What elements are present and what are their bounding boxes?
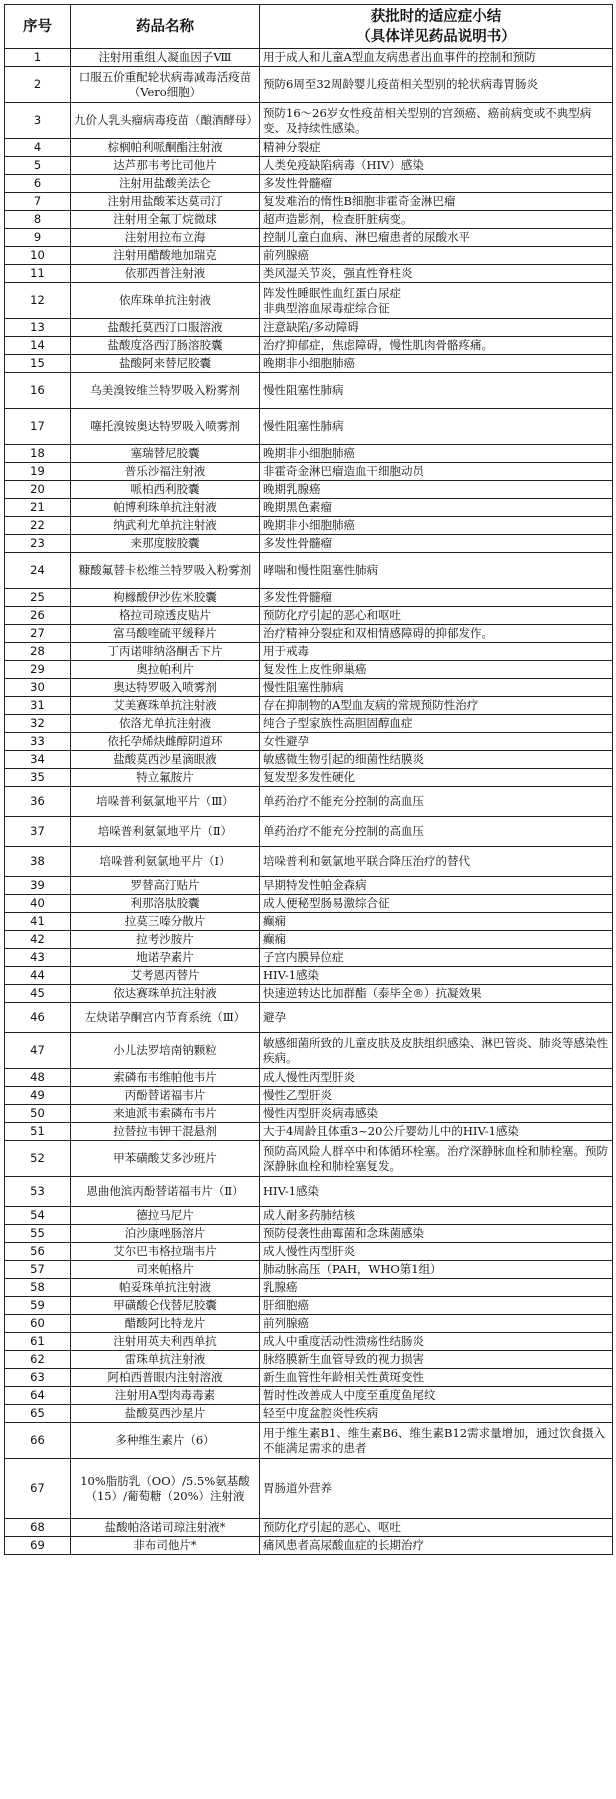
indication: 成人中重度活动性溃疡性结肠炎 — [260, 1333, 613, 1351]
drug-name: 德拉马尼片 — [71, 1207, 260, 1225]
row-number: 56 — [5, 1243, 71, 1261]
row-number: 63 — [5, 1369, 71, 1387]
table-row — [5, 1207, 613, 1225]
row-number: 9 — [5, 229, 71, 247]
indication: 暂时性改善成人中度至重度鱼尾纹 — [260, 1387, 613, 1405]
header-indication — [260, 5, 613, 49]
indication: 晚期乳腺癌 — [260, 481, 613, 499]
table-row — [5, 247, 613, 265]
row-number: 5 — [5, 157, 71, 175]
row-number: 32 — [5, 715, 71, 733]
indication: 敏感细菌所致的儿童皮肤及皮肤组织感染、淋巴管炎、肺炎等感染性疾病。 — [260, 1033, 613, 1069]
indication: 多发性骨髓瘤 — [260, 535, 613, 553]
table-row — [5, 517, 613, 535]
table-row — [5, 463, 613, 481]
row-number: 45 — [5, 985, 71, 1003]
table-row — [5, 1141, 613, 1177]
drug-name: 塞瑞替尼胶囊 — [71, 445, 260, 463]
table-row — [5, 877, 613, 895]
row-number: 44 — [5, 967, 71, 985]
row-number: 68 — [5, 1519, 71, 1537]
indication: 多发性骨髓瘤 — [260, 175, 613, 193]
row-number: 6 — [5, 175, 71, 193]
table-row — [5, 1087, 613, 1105]
table-row — [5, 1297, 613, 1315]
drug-name: 糠酸氟替卡松维兰特罗吸入粉雾剂 — [71, 553, 260, 589]
table-row — [5, 1315, 613, 1333]
row-number: 60 — [5, 1315, 71, 1333]
indication: 前列腺癌 — [260, 247, 613, 265]
drug-name: 拉替拉韦钾干混悬剂 — [71, 1123, 260, 1141]
row-number: 34 — [5, 751, 71, 769]
indication: 人类免疫缺陷病毒（HIV）感染 — [260, 157, 613, 175]
indication: 预防化疗引起的恶心和呕吐 — [260, 607, 613, 625]
indication: 复发型多发性硬化 — [260, 769, 613, 787]
drug-name: 注射用英夫利西单抗 — [71, 1333, 260, 1351]
drug-name: 普乐沙福注射液 — [71, 463, 260, 481]
indication: 单药治疗不能充分控制的高血压 — [260, 817, 613, 847]
drug-name: 盐酸莫西沙星片 — [71, 1405, 260, 1423]
row-number: 46 — [5, 1003, 71, 1033]
table-row — [5, 751, 613, 769]
row-number: 59 — [5, 1297, 71, 1315]
table-row — [5, 787, 613, 817]
table-row — [5, 589, 613, 607]
row-number: 64 — [5, 1387, 71, 1405]
table-row — [5, 967, 613, 985]
drug-name: 注射用重组人凝血因子Ⅷ — [71, 49, 260, 67]
table-row — [5, 1423, 613, 1459]
table-row — [5, 769, 613, 787]
table-row — [5, 661, 613, 679]
indication: 胃肠道外营养 — [260, 1459, 613, 1519]
table-row — [5, 283, 613, 319]
table-row — [5, 139, 613, 157]
table-row — [5, 643, 613, 661]
drug-name: 罗替高汀贴片 — [71, 877, 260, 895]
indication: 肝细胞癌 — [260, 1297, 613, 1315]
table-row — [5, 1123, 613, 1141]
table-row — [5, 49, 613, 67]
header-no: 序号 — [5, 5, 71, 49]
drug-name: 枸橼酸伊沙佐米胶囊 — [71, 589, 260, 607]
drug-name: 盐酸帕洛诺司琼注射液* — [71, 1519, 260, 1537]
indication: 注意缺陷/多动障碍 — [260, 319, 613, 337]
indication: HIV-1感染 — [260, 967, 613, 985]
drug-name: 格拉司琼透皮贴片 — [71, 607, 260, 625]
drug-name: 达芦那韦考比司他片 — [71, 157, 260, 175]
indication: 预防16～26岁女性疫苗相关型别的宫颈癌、癌前病变或不典型病变、及持续性感染。 — [260, 103, 613, 139]
table-row — [5, 679, 613, 697]
row-number: 55 — [5, 1225, 71, 1243]
drug-name: 注射用盐酸苯达莫司汀 — [71, 193, 260, 211]
indication: 脉络膜新生血管导致的视力损害 — [260, 1351, 613, 1369]
indication: 快速逆转达比加群酯（泰毕全®）抗凝效果 — [260, 985, 613, 1003]
header-indication-line1: 获批时的适应症小结 — [370, 7, 502, 25]
indication: 预防高风险人群卒中和体循环栓塞。治疗深静脉血栓和肺栓塞。预防深静脉血栓和肺栓塞复发。 — [260, 1141, 613, 1177]
drug-name: 依库珠单抗注射液 — [71, 283, 260, 319]
table-header-row — [5, 5, 613, 49]
row-number: 51 — [5, 1123, 71, 1141]
indication: 大于4周龄且体重3~20公斤婴幼儿中的HIV-1感染 — [260, 1123, 613, 1141]
table-row — [5, 175, 613, 193]
table-row — [5, 1105, 613, 1123]
drug-name: 盐酸阿来替尼胶囊 — [71, 355, 260, 373]
indication: 纯合子型家族性高胆固醇血症 — [260, 715, 613, 733]
row-number: 42 — [5, 931, 71, 949]
row-number: 24 — [5, 553, 71, 589]
row-number: 36 — [5, 787, 71, 817]
indication: 治疗精神分裂症和双相情感障碍的抑郁发作。 — [260, 625, 613, 643]
drug-name: 艾美赛珠单抗注射液 — [71, 697, 260, 715]
drug-name: 培哚普利氨氯地平片（Ⅱ） — [71, 817, 260, 847]
indication: 慢性阻塞性肺病 — [260, 409, 613, 445]
row-number: 17 — [5, 409, 71, 445]
drug-name: 帕博利珠单抗注射液 — [71, 499, 260, 517]
row-number: 39 — [5, 877, 71, 895]
indication: 前列腺癌 — [260, 1315, 613, 1333]
drug-name: 注射用醋酸地加瑞克 — [71, 247, 260, 265]
table-row — [5, 1003, 613, 1033]
drug-name: 来迪派韦索磷布韦片 — [71, 1105, 260, 1123]
drug-name: 口服五价重配轮状病毒减毒活疫苗（Vero细胞） — [71, 67, 260, 103]
row-number: 18 — [5, 445, 71, 463]
row-number: 23 — [5, 535, 71, 553]
drug-name: 非布司他片* — [71, 1537, 260, 1555]
indication: 预防化疗引起的恶心、呕吐 — [260, 1519, 613, 1537]
row-number: 61 — [5, 1333, 71, 1351]
table-row — [5, 481, 613, 499]
table-row — [5, 409, 613, 445]
table-row — [5, 211, 613, 229]
drug-name: 盐酸莫西沙星滴眼液 — [71, 751, 260, 769]
indication: 多发性骨髓瘤 — [260, 589, 613, 607]
table-row — [5, 1351, 613, 1369]
drug-name: 帕妥珠单抗注射液 — [71, 1279, 260, 1297]
row-number: 62 — [5, 1351, 71, 1369]
row-number: 7 — [5, 193, 71, 211]
drug-name: 注射用拉布立海 — [71, 229, 260, 247]
drug-name: 左炔诺孕酮宫内节育系统（Ⅲ） — [71, 1003, 260, 1033]
indication: 子宫内膜异位症 — [260, 949, 613, 967]
table-row — [5, 847, 613, 877]
indication: 痛风患者高尿酸血症的长期治疗 — [260, 1537, 613, 1555]
indication: 慢性乙型肝炎 — [260, 1087, 613, 1105]
indication: 超声造影剂，检查肝脏病变。 — [260, 211, 613, 229]
row-number: 49 — [5, 1087, 71, 1105]
indication: 晚期黑色素瘤 — [260, 499, 613, 517]
drug-name: 特立氟胺片 — [71, 769, 260, 787]
row-number: 66 — [5, 1423, 71, 1459]
drug-name: 醋酸阿比特龙片 — [71, 1315, 260, 1333]
table-row — [5, 985, 613, 1003]
drug-name: 依那西普注射液 — [71, 265, 260, 283]
table-row — [5, 67, 613, 103]
table-row — [5, 499, 613, 517]
row-number: 22 — [5, 517, 71, 535]
row-number: 20 — [5, 481, 71, 499]
table-body — [5, 49, 613, 1555]
indication: 成人便秘型肠易激综合征 — [260, 895, 613, 913]
row-number: 21 — [5, 499, 71, 517]
row-number: 43 — [5, 949, 71, 967]
row-number: 19 — [5, 463, 71, 481]
table-row — [5, 1387, 613, 1405]
drug-name: 哌柏西利胶囊 — [71, 481, 260, 499]
row-number: 28 — [5, 643, 71, 661]
table-row — [5, 1261, 613, 1279]
indication: 新生血管性年龄相关性黄斑变性 — [260, 1369, 613, 1387]
row-number: 2 — [5, 67, 71, 103]
indication: HIV-1感染 — [260, 1177, 613, 1207]
row-number: 40 — [5, 895, 71, 913]
drug-name: 拉莫三嗪分散片 — [71, 913, 260, 931]
table-row — [5, 1333, 613, 1351]
row-number: 48 — [5, 1069, 71, 1087]
indication: 癫痫 — [260, 931, 613, 949]
indication: 用于成人和儿童A型血友病患者出血事件的控制和预防 — [260, 49, 613, 67]
indication: 复发难治的惰性B细胞非霍奇金淋巴瘤 — [260, 193, 613, 211]
indication: 预防6周至32周龄婴儿疫苗相关型别的轮状病毒胃肠炎 — [260, 67, 613, 103]
row-number: 69 — [5, 1537, 71, 1555]
drug-name: 噻托溴铵奥达特罗吸入喷雾剂 — [71, 409, 260, 445]
drug-name: 奥达特罗吸入喷雾剂 — [71, 679, 260, 697]
indication: 慢性阻塞性肺病 — [260, 679, 613, 697]
indication: 晚期非小细胞肺癌 — [260, 445, 613, 463]
table-row — [5, 817, 613, 847]
drug-name: 依达赛珠单抗注射液 — [71, 985, 260, 1003]
row-number: 33 — [5, 733, 71, 751]
drug-name: 艾尔巴韦格拉瑞韦片 — [71, 1243, 260, 1261]
table-row — [5, 697, 613, 715]
drug-name: 丁丙诺啡纳洛酮舌下片 — [71, 643, 260, 661]
drug-name: 拉考沙胺片 — [71, 931, 260, 949]
row-number: 26 — [5, 607, 71, 625]
indication: 晚期非小细胞肺癌 — [260, 517, 613, 535]
drug-name: 注射用A型肉毒毒素 — [71, 1387, 260, 1405]
table-row — [5, 625, 613, 643]
drug-name: 九价人乳头瘤病毒疫苗（酿酒酵母） — [71, 103, 260, 139]
table-row — [5, 1459, 613, 1519]
drug-name: 雷珠单抗注射液 — [71, 1351, 260, 1369]
table-row — [5, 319, 613, 337]
drug-name: 来那度胺胶囊 — [71, 535, 260, 553]
row-number: 12 — [5, 283, 71, 319]
indication: 预防侵袭性曲霉菌和念珠菌感染 — [260, 1225, 613, 1243]
drug-name: 地诺孕素片 — [71, 949, 260, 967]
indication: 复发性上皮性卵巢癌 — [260, 661, 613, 679]
indication: 慢性丙型肝炎病毒感染 — [260, 1105, 613, 1123]
table-row — [5, 1279, 613, 1297]
row-number: 27 — [5, 625, 71, 643]
drug-name: 依洛尤单抗注射液 — [71, 715, 260, 733]
row-number: 41 — [5, 913, 71, 931]
indication: 癫痫 — [260, 913, 613, 931]
table-row — [5, 535, 613, 553]
row-number: 35 — [5, 769, 71, 787]
row-number: 31 — [5, 697, 71, 715]
drug-name: 艾考恩丙替片 — [71, 967, 260, 985]
drug-name: 盐酸度洛西汀肠溶胶囊 — [71, 337, 260, 355]
table-row — [5, 1177, 613, 1207]
drug-name: 多种维生素片（6） — [71, 1423, 260, 1459]
indication: 肺动脉高压（PAH，WHO第1组） — [260, 1261, 613, 1279]
table-row — [5, 373, 613, 409]
drug-name: 丙酚替诺福韦片 — [71, 1087, 260, 1105]
table-row — [5, 949, 613, 967]
indication: 治疗抑郁症，焦虑障碍，慢性肌肉骨骼疼痛。 — [260, 337, 613, 355]
indication: 慢性阻塞性肺病 — [260, 373, 613, 409]
indication: 女性避孕 — [260, 733, 613, 751]
row-number: 10 — [5, 247, 71, 265]
drug-name: 盐酸托莫西汀口服溶液 — [71, 319, 260, 337]
row-number: 57 — [5, 1261, 71, 1279]
indication: 培哚普利和氨氯地平联合降压治疗的替代 — [260, 847, 613, 877]
drug-name: 司来帕格片 — [71, 1261, 260, 1279]
drug-name: 培哚普利氨氯地平片（Ⅲ） — [71, 787, 260, 817]
indication: 用于维生素B1、维生素B6、维生素B12需求量增加，通过饮食摄入不能满足需求的患者 — [260, 1423, 613, 1459]
drug-name: 富马酸喹硫平缓释片 — [71, 625, 260, 643]
indication: 成人慢性丙型肝炎 — [260, 1243, 613, 1261]
row-number: 53 — [5, 1177, 71, 1207]
row-number: 29 — [5, 661, 71, 679]
row-number: 4 — [5, 139, 71, 157]
table-row — [5, 157, 613, 175]
table-row — [5, 1225, 613, 1243]
table-row — [5, 193, 613, 211]
row-number: 38 — [5, 847, 71, 877]
drug-name: 恩曲他滨丙酚替诺福韦片（Ⅱ） — [71, 1177, 260, 1207]
indication: 晚期非小细胞肺癌 — [260, 355, 613, 373]
row-number: 15 — [5, 355, 71, 373]
indication: 控制儿童白血病、淋巴瘤患者的尿酸水平 — [260, 229, 613, 247]
table-row — [5, 607, 613, 625]
table-row — [5, 1243, 613, 1261]
table-row — [5, 553, 613, 589]
drug-name: 依托孕烯炔雌醇阴道环 — [71, 733, 260, 751]
drug-name: 注射用全氟丁烷微球 — [71, 211, 260, 229]
indication: 敏感微生物引起的细菌性结膜炎 — [260, 751, 613, 769]
row-number: 58 — [5, 1279, 71, 1297]
table-row — [5, 913, 613, 931]
indication: 哮喘和慢性阻塞性肺病 — [260, 553, 613, 589]
drug-name: 注射用盐酸美法仑 — [71, 175, 260, 193]
indication: 用于戒毒 — [260, 643, 613, 661]
drug-name: 乌美溴铵维兰特罗吸入粉雾剂 — [71, 373, 260, 409]
row-number: 37 — [5, 817, 71, 847]
indication: 成人慢性丙型肝炎 — [260, 1069, 613, 1087]
table-row — [5, 355, 613, 373]
indication: 单药治疗不能充分控制的高血压 — [260, 787, 613, 817]
indication: 阵发性睡眠性血红蛋白尿症 非典型溶血尿毒症综合征 — [260, 283, 613, 319]
drug-name: 利那洛肽胶囊 — [71, 895, 260, 913]
row-number: 13 — [5, 319, 71, 337]
drug-name: 棕榈帕利哌酮酯注射液 — [71, 139, 260, 157]
table-row — [5, 931, 613, 949]
table-row — [5, 1033, 613, 1069]
drug-name: 索磷布韦维帕他韦片 — [71, 1069, 260, 1087]
row-number: 16 — [5, 373, 71, 409]
indication: 轻至中度盆腔炎性疾病 — [260, 1405, 613, 1423]
table-row — [5, 337, 613, 355]
row-number: 47 — [5, 1033, 71, 1069]
indication: 精神分裂症 — [260, 139, 613, 157]
table-row — [5, 445, 613, 463]
row-number: 52 — [5, 1141, 71, 1177]
drug-name: 纳武利尤单抗注射液 — [71, 517, 260, 535]
row-number: 3 — [5, 103, 71, 139]
row-number: 1 — [5, 49, 71, 67]
drug-name: 10%脂肪乳（OO）/5.5%氨基酸（15）/葡萄糖（20%）注射液 — [71, 1459, 260, 1519]
table-row — [5, 1405, 613, 1423]
row-number: 25 — [5, 589, 71, 607]
table-row — [5, 265, 613, 283]
indication: 存在抑制物的A型血友病的常规预防性治疗 — [260, 697, 613, 715]
indication: 早期特发性帕金森病 — [260, 877, 613, 895]
indication: 避孕 — [260, 1003, 613, 1033]
table-row — [5, 1537, 613, 1555]
row-number: 65 — [5, 1405, 71, 1423]
drug-name: 甲苯磺酸艾多沙班片 — [71, 1141, 260, 1177]
row-number: 50 — [5, 1105, 71, 1123]
drug-name: 阿柏西普眼内注射溶液 — [71, 1369, 260, 1387]
row-number: 14 — [5, 337, 71, 355]
indication: 非霍奇金淋巴瘤造血干细胞动员 — [260, 463, 613, 481]
drug-name: 奥拉帕利片 — [71, 661, 260, 679]
drug-name: 小儿法罗培南钠颗粒 — [71, 1033, 260, 1069]
header-drug-name: 药品名称 — [71, 5, 260, 49]
table-row — [5, 229, 613, 247]
table-row — [5, 733, 613, 751]
drug-approval-table — [4, 4, 613, 1555]
indication: 类风湿关节炎，强直性脊柱炎 — [260, 265, 613, 283]
row-number: 11 — [5, 265, 71, 283]
header-indication-line2: （具体详见药品说明书） — [356, 27, 516, 45]
indication: 成人耐多药肺结核 — [260, 1207, 613, 1225]
indication: 乳腺癌 — [260, 1279, 613, 1297]
table-row — [5, 895, 613, 913]
drug-name: 甲磺酸仑伐替尼胶囊 — [71, 1297, 260, 1315]
row-number: 30 — [5, 679, 71, 697]
drug-name: 培哚普利氨氯地平片（Ⅰ） — [71, 847, 260, 877]
table-row — [5, 1519, 613, 1537]
row-number: 8 — [5, 211, 71, 229]
table-row — [5, 1369, 613, 1387]
drug-name: 泊沙康唑肠溶片 — [71, 1225, 260, 1243]
row-number: 54 — [5, 1207, 71, 1225]
row-number: 67 — [5, 1459, 71, 1519]
table-row — [5, 1069, 613, 1087]
table-row — [5, 715, 613, 733]
table-row — [5, 103, 613, 139]
